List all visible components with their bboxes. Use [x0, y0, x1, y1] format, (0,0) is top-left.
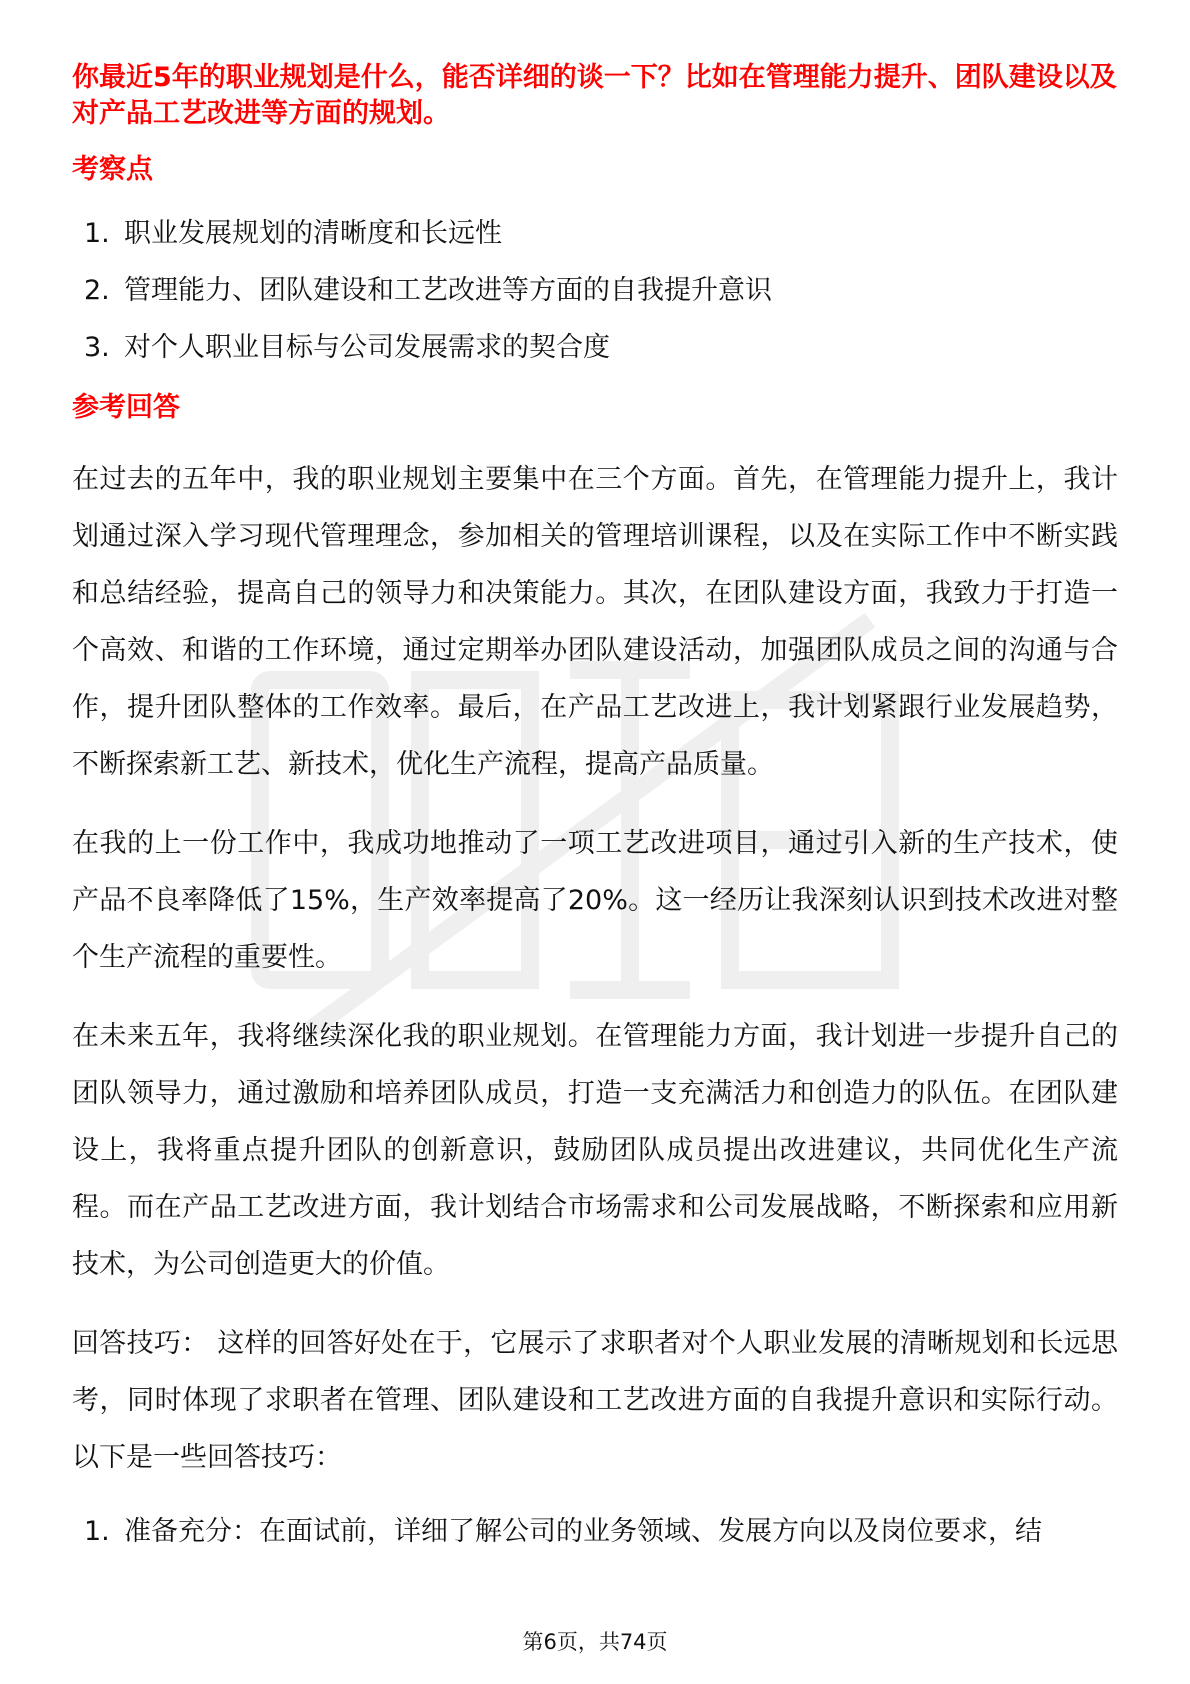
- list-item: [72, 330, 1118, 366]
- interview-question: 你最近5年的职业规划是什么，能否详细的谈一下？比如在管理能力提升、团队建设以及对产品工艺改进等方面的规划。: [72, 62, 1117, 129]
- answer-tips-paragraph: 回答技巧： 这样的回答好处在于，它展示了求职者对个人职业发展的清晰规划和长远思考，同时体现了求职者在管理、团队建设和工艺改进方面的自我提升意识和实际行动。以下是一些回答技巧：: [72, 1328, 1118, 1473]
- list-number: 3.: [84, 332, 110, 363]
- list-item: [72, 216, 1118, 252]
- assessment-list: [72, 216, 1118, 366]
- list-item-text: 职业发展规划的清晰度和长远性: [124, 218, 502, 249]
- list-number: 2.: [84, 275, 110, 306]
- list-item: [72, 1514, 1118, 1550]
- list-number: 1.: [84, 1516, 110, 1547]
- page-footer: 第6页，共74页: [522, 1630, 668, 1654]
- tips-list: [72, 1514, 1118, 1550]
- list-item: [72, 273, 1118, 309]
- answer-paragraph: 在过去的五年中，我的职业规划主要集中在三个方面。首先，在管理能力提升上，我计划通过深入学习现代管理理念，参加相关的管理培训课程，以及在实际工作中不断实践和总结经验，提高自己的领导力和决策能力。其次，在团队建设方面，我致力于打造一个高效、和谐的工作环境，通过定期举办团队建设活动，加强团队成员之间的沟通与合作，提升团队整体的工作效率。最后，在产品工艺改进上，我计划紧跟行业发展趋势，不断探索新工艺、新技术，优化生产流程，提高产品质量。: [72, 464, 1118, 780]
- answer-paragraph: 在我的上一份工作中，我成功地推动了一项工艺改进项目，通过引入新的生产技术，使产品不良率降低了15%，生产效率提高了20%。这一经历让我深刻认识到技术改进对整个生产流程的重要性。: [72, 828, 1118, 973]
- list-item-text: 对个人职业目标与公司发展需求的契合度: [124, 332, 610, 363]
- assessment-heading: 考察点: [72, 154, 153, 185]
- answer-paragraph: 在未来五年，我将继续深化我的职业规划。在管理能力方面，我计划进一步提升自己的团队领导力，通过激励和培养团队成员，打造一支充满活力和创造力的队伍。在团队建设上，我将重点提升团队的创新意识，鼓励团队成员提出改进建议，共同优化生产流程。而在产品工艺改进方面，我计划结合市场需求和公司发展战略，不断探索和应用新技术，为公司创造更大的价值。: [72, 1021, 1118, 1280]
- list-item-text: 管理能力、团队建设和工艺改进等方面的自我提升意识: [124, 275, 772, 306]
- content-area: [72, 60, 1118, 1550]
- list-number: 1.: [84, 218, 110, 249]
- reference-answer-heading: 参考回答: [72, 392, 180, 423]
- list-item-text: 准备充分：在面试前，详细了解公司的业务领域、发展方向以及岗位要求，结: [124, 1516, 1042, 1547]
